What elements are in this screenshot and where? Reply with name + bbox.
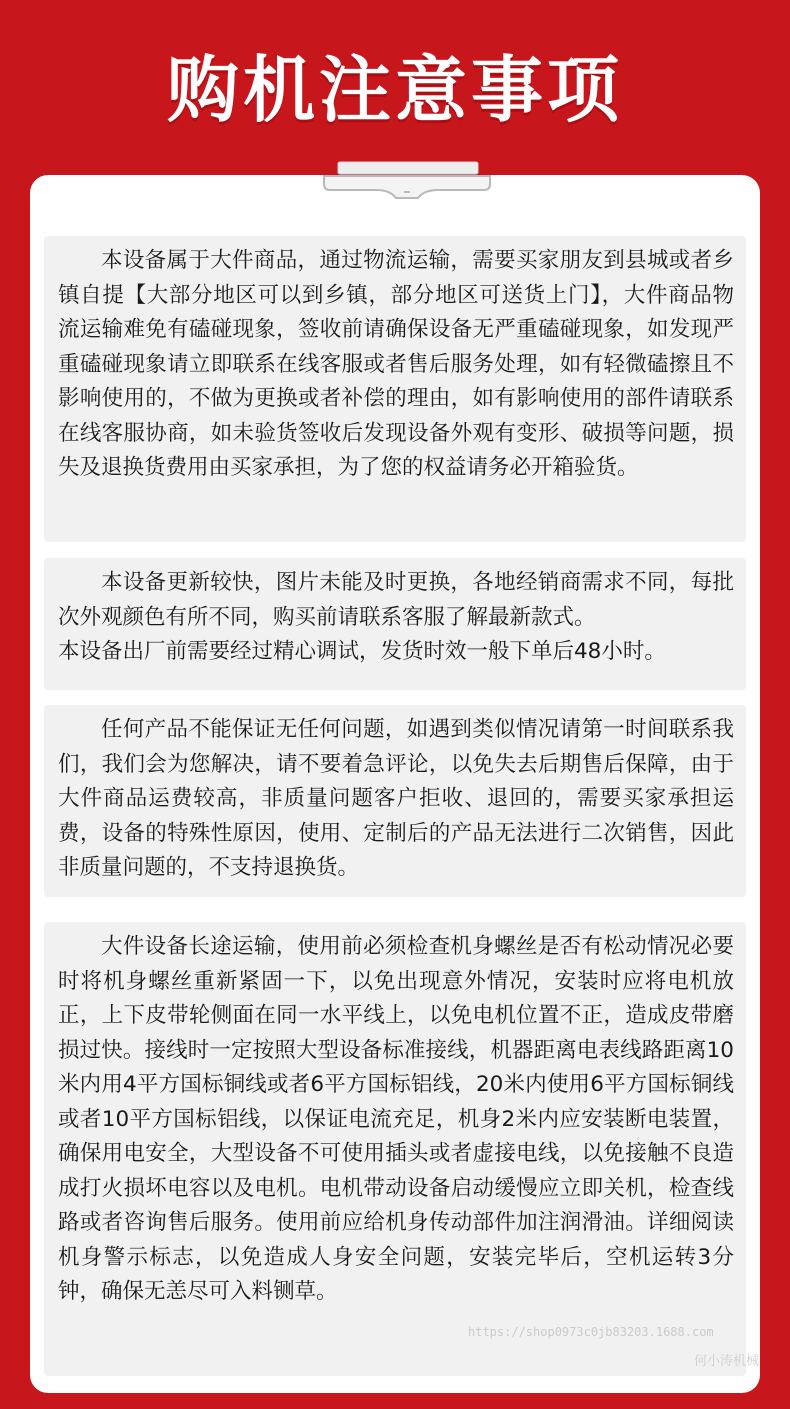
notice-section-logistics (44, 236, 746, 542)
notice-paragraph: 任何产品不能保证无任何问题，如遇到类似情况请第一时间联系我们，我们会为您解决，请不要着急评论，以免失去后期售后保障，由于大件商品运费较高，非质量问题客户拒收、退回的，需要买家承担运费，设备的特殊性原因，使用、定制后的产品无法进行二次销售，因此非质量问题的，不支持退换货。 (58, 717, 734, 880)
watermark-shop-name: 何小涛机械 (694, 1354, 760, 1369)
notice-paragraph: 大件设备长途运输，使用前必须检查机身螺丝是否有松动情况必要时将机身螺丝重新紧固一下，以免出现意外情况，安装时应将电机放正，上下皮带轮侧面在同一水平线上，以免电机位置不正，造成皮带磨损过快。接线时一定按照大型设备标准接线，机器距离电表线路距离10米内用4平方国标铜线或者6平方国标铝线，20米内使用6平方国标铜线或者10平方国标铝线，以保证电流充足，机身2米内应安装断电装置，确保用电安全，大型设备不可使用插头或者虚接电线，以免接触不良造成打火损坏电容以及电机。电机带动设备启动缓慢应立即关机，检查线路或者咨询售后服务。使用前应给机身传动部件加注润滑油。详细阅读机身警示标志，以免造成人身安全问题，安装完毕后，空机运转3分钟，确保无恙尽可入料铡草。 (58, 934, 734, 1304)
notice-section-installation (44, 922, 746, 1376)
watermark-url: https://shop0973c0jb83203.1688.com (468, 1325, 714, 1339)
clipboard-clip-icon (320, 160, 494, 204)
page-title: 购机注意事项 (166, 48, 623, 132)
notice-paragraph: 本设备属于大件商品，通过物流运输，需要买家朋友到县城或者乡镇自提【大部分地区可以到乡镇，部分地区可送货上门】，大件商品物流运输难免有磕碰现象，签收前请确保设备无严重磕碰现象，如发现严重磕碰现象请立即联系在线客服或者售后服务处理，如有轻微磕擦且不影响使用的，不做为更换或者补偿的理由，如有影响使用的部件请联系在线客服协商，如未验货签收后发现设备外观有变形、破损等问题，损失及退换货费用由买家承担，为了您的权益请务必开箱验货。 (58, 248, 734, 480)
notice-section-after-sales (44, 705, 746, 897)
notice-paragraph: 本设备更新较快，图片未能及时更换，各地经销商需求不同，每批次外观颜色有所不同，购买前请联系客服了解最新款式。 (58, 570, 734, 630)
notice-paragraph: 本设备出厂前需要经过精心调试，发货时效一般下单后48小时。 (58, 639, 666, 664)
notice-section-appearance (44, 558, 746, 690)
